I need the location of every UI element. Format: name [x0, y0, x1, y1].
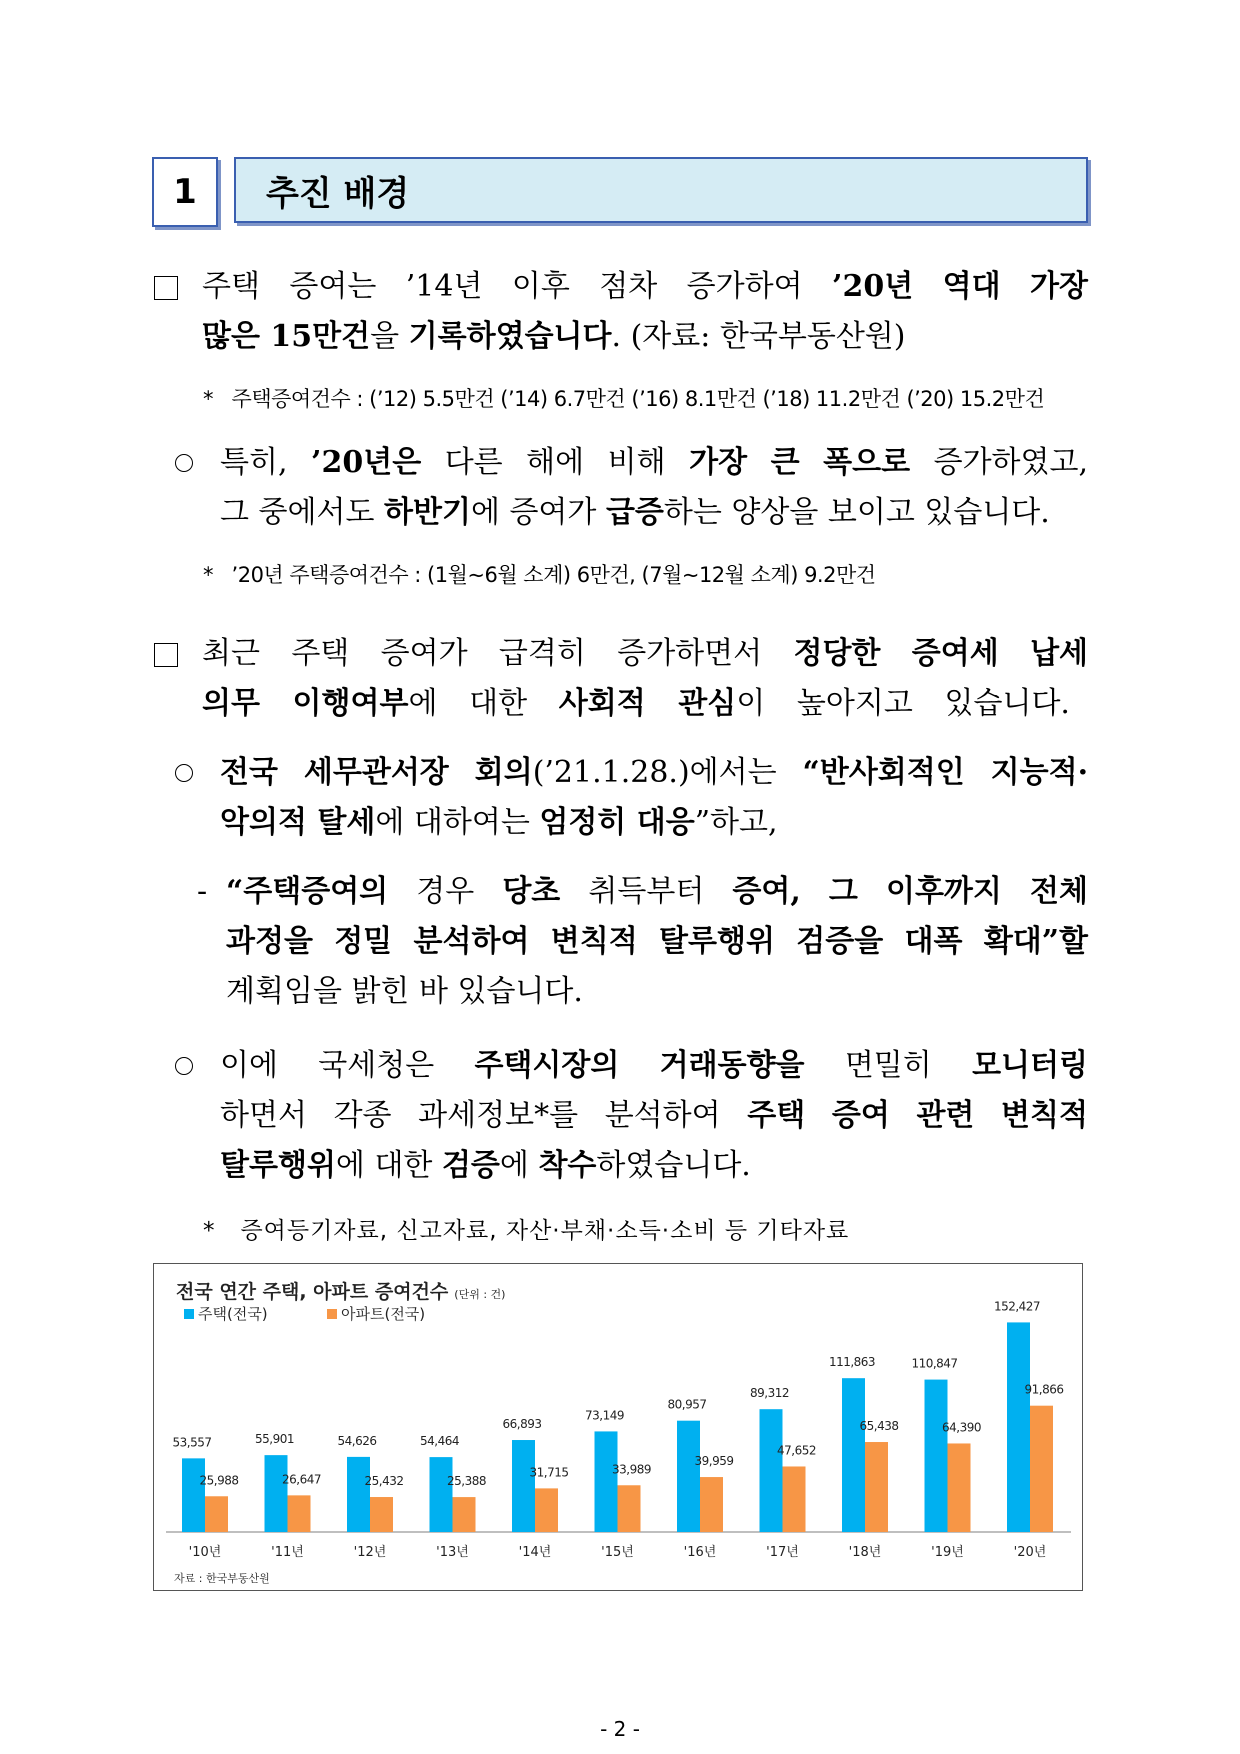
p2b-line1: “주택증여의 경우 당초 취득부터 증여, 그 이후까지 전체	[226, 874, 1088, 909]
section-title: 추진 배경	[234, 157, 1088, 223]
section-number: 1	[152, 157, 218, 227]
p1a-note: * ’20년 주택증여건수 : (1월∼6월 소계) 6만건, (7월∼12월 소계) 9.2만건	[203, 563, 876, 587]
data-label-house: 66,893	[502, 1417, 542, 1432]
chart-frame	[153, 1263, 1083, 1591]
data-label-house: 54,464	[420, 1434, 459, 1449]
x-tick-label: '17년	[766, 1545, 799, 1560]
data-label-apartment: 33,989	[612, 1462, 651, 1477]
x-tick-label: '10년	[188, 1545, 222, 1560]
bar-chart	[154, 1264, 1081, 1589]
x-tick-label: '18년	[848, 1545, 882, 1560]
legend-swatch-apartment	[327, 1309, 337, 1319]
x-tick-label: '20년	[1013, 1545, 1047, 1560]
bar-apartment	[783, 1466, 806, 1532]
circle-bullet-icon	[175, 1057, 193, 1075]
p2-line1: 최근 주택 증여가 급격히 증가하면서 정당한 증여세 납세	[202, 636, 1089, 671]
p2-line2: 의무 이행여부에 대한 사회적 관심이 높아지고 있습니다.	[202, 686, 1070, 721]
data-label-house: 55,901	[255, 1432, 294, 1447]
bar-apartment	[700, 1477, 723, 1532]
p2c-line2: 하면서 각종 과세정보*를 분석하여 주택 증여 관련 변칙적	[220, 1098, 1088, 1133]
p2a-line1: 전국 세무관서장 회의(’21.1.28.)에서는 “반사회적인 지능적·	[220, 755, 1089, 790]
data-label-apartment: 25,988	[199, 1473, 239, 1488]
chart-marks	[173, 1299, 1064, 1560]
p2c-line3: 탈루행위에 대한 검증에 착수하였습니다.	[220, 1148, 751, 1183]
data-label-house: 80,957	[667, 1397, 707, 1412]
p2b-line2: 과정을 정밀 분석하여 변칙적 탈루행위 검증을 대폭 확대”할	[226, 924, 1089, 959]
data-label-house: 54,626	[337, 1433, 377, 1448]
bar-apartment	[288, 1495, 311, 1532]
data-label-house: 89,312	[750, 1386, 789, 1401]
bar-house	[1007, 1322, 1030, 1532]
p2a-line2: 악의적 탈세에 대하여는 엄정히 대응”하고,	[220, 805, 778, 840]
p2c-note: * 증여등기자료, 신고자료, 자산·부채·소득·소비 등 기타자료	[203, 1218, 850, 1244]
data-label-apartment: 26,647	[282, 1472, 321, 1487]
legend-swatch-house	[184, 1309, 194, 1319]
x-tick-label: '16년	[683, 1545, 717, 1560]
data-label-house: 110,847	[911, 1356, 958, 1371]
page-number: - 2 -	[600, 1717, 640, 1741]
bar-apartment	[865, 1442, 888, 1532]
bar-house	[925, 1380, 948, 1532]
data-label-apartment: 25,432	[364, 1474, 404, 1489]
bar-house	[430, 1457, 453, 1532]
x-tick-label: '13년	[436, 1545, 469, 1560]
x-tick-label: '12년	[353, 1545, 387, 1560]
legend-label-house: 주택(전국)	[198, 1305, 268, 1323]
bar-apartment	[948, 1443, 971, 1532]
bar-house	[347, 1457, 370, 1532]
circle-bullet-icon	[175, 454, 193, 472]
bar-house	[512, 1440, 535, 1532]
x-tick-label: '11년	[271, 1545, 304, 1560]
legend-label-apartment: 아파트(전국)	[341, 1305, 426, 1323]
data-label-apartment: 64,390	[942, 1420, 981, 1435]
bar-apartment	[535, 1488, 558, 1532]
dash-bullet: -	[197, 874, 208, 909]
bar-apartment	[453, 1497, 476, 1532]
data-label-house: 73,149	[585, 1408, 624, 1423]
x-tick-label: '15년	[601, 1545, 634, 1560]
data-label-house: 53,557	[172, 1435, 212, 1450]
p1-line2: 많은 15만건을 기록하였습니다. (자료: 한국부동산원)	[202, 319, 906, 354]
circle-bullet-icon	[175, 764, 193, 782]
x-tick-label: '14년	[518, 1545, 552, 1560]
p1-note: * 주택증여건수 : (’12) 5.5만건 (’14) 6.7만건 (’16) 8.1만건 (’18) 11.2만건 (’20) 15.2만건	[203, 387, 1045, 411]
data-label-apartment: 25,388	[447, 1474, 486, 1489]
bar-apartment	[1030, 1406, 1053, 1532]
x-tick-label: '19년	[931, 1545, 964, 1560]
data-label-apartment: 91,866	[1024, 1382, 1064, 1397]
p2b-line3: 계획임을 밝힌 바 있습니다.	[226, 974, 583, 1009]
checkbox-bullet-icon	[154, 276, 178, 300]
data-label-house: 152,427	[993, 1299, 1041, 1314]
bar-house	[842, 1378, 865, 1532]
bar-house	[677, 1421, 700, 1532]
checkbox-bullet-icon	[154, 643, 178, 667]
p1-line1: 주택 증여는 ’14년 이후 점차 증가하여 ’20년 역대 가장	[202, 269, 1088, 304]
bar-house	[595, 1431, 618, 1532]
data-label-apartment: 39,959	[694, 1454, 734, 1469]
data-label-apartment: 65,438	[859, 1419, 899, 1434]
p1a-line2: 그 중에서도 하반기에 증여가 급증하는 양상을 보이고 있습니다.	[220, 495, 1050, 530]
data-label-house: 111,863	[828, 1355, 876, 1370]
data-label-apartment: 47,652	[777, 1443, 816, 1458]
data-label-apartment: 31,715	[529, 1465, 569, 1480]
bar-house	[265, 1455, 288, 1532]
p2c-line1: 이에 국세청은 주택시장의 거래동향을 면밀히 모니터링	[220, 1048, 1088, 1083]
bar-apartment	[205, 1496, 228, 1532]
chart-title: 전국 연간 주택, 아파트 증여건수 (단위 : 건)	[176, 1281, 506, 1303]
bar-apartment	[370, 1497, 393, 1532]
p1a-line1: 특히, ’20년은 다른 해에 비해 가장 큰 폭으로 증가하였고,	[220, 445, 1089, 480]
chart-source: 자료 : 한국부동산원	[174, 1572, 270, 1585]
bar-apartment	[618, 1485, 641, 1532]
bar-house	[760, 1409, 783, 1532]
bar-house	[182, 1458, 205, 1532]
